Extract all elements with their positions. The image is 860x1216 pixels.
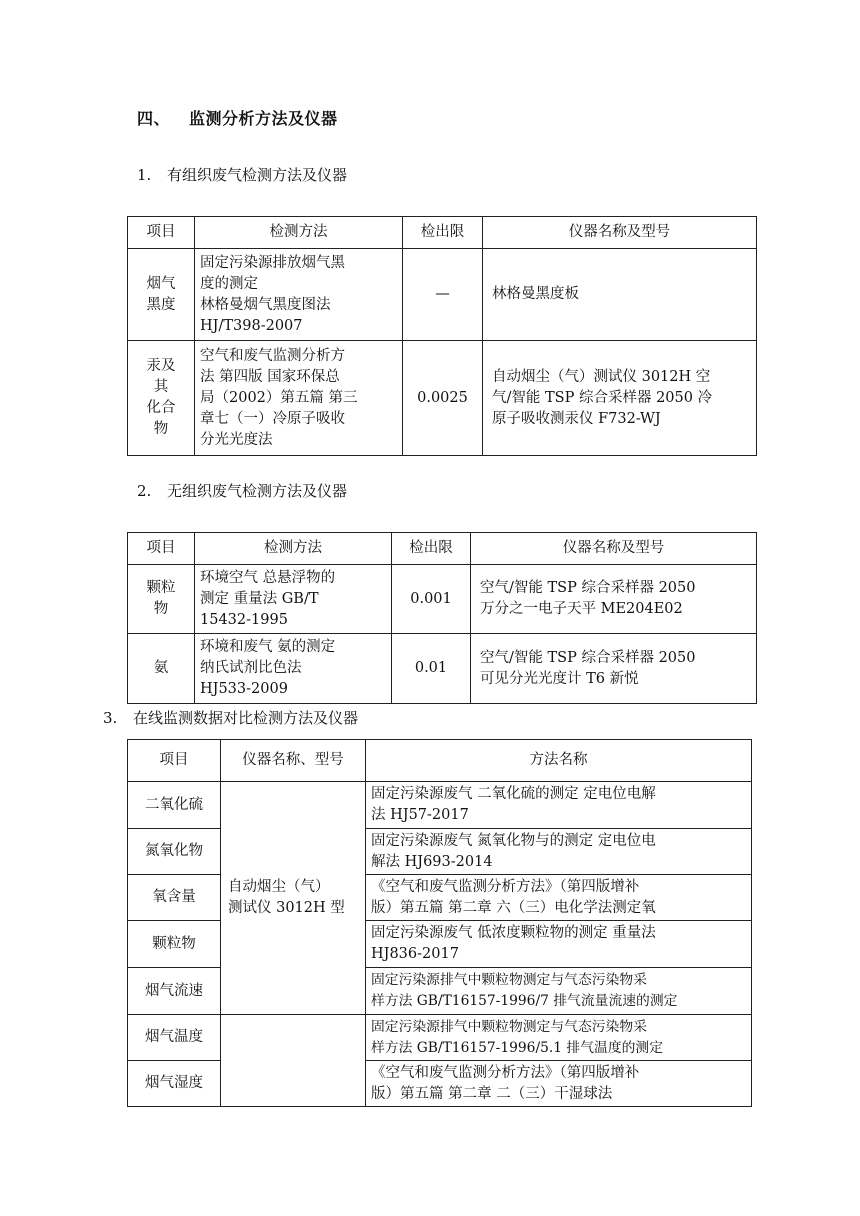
row-instrument: 林格曼黑度板 <box>483 249 757 341</box>
subsection-number: 2. <box>137 482 152 500</box>
header-instrument: 仪器名称及型号 <box>471 533 757 565</box>
table-online-monitoring <box>127 739 752 1107</box>
row-method: 固定污染源废气 氮氧化物与的测定 定电位电 解法 HJ693-2014 <box>366 829 752 875</box>
section-title: 监测分析方法及仪器 <box>189 109 338 128</box>
row-method: 环境和废气 氨的测定 纳氏试剂比色法 HJ533-2009 <box>195 634 392 704</box>
header-limit: 检出限 <box>403 217 483 249</box>
header-method: 检测方法 <box>195 533 392 565</box>
row-item: 颗粒物 <box>128 921 221 968</box>
table-row <box>128 1015 752 1061</box>
row-method: 固定污染源排气中颗粒物测定与气态污染物采 样方法 GB/T16157-1996/7 排气流量流速的测定 <box>366 968 752 1015</box>
table-row <box>128 634 757 704</box>
row-method: 空气和废气监测分析方 法 第四版 国家环保总 局（2002）第五篇 第三 章七（一）冷原子吸收 分光光度法 <box>195 341 403 456</box>
row-method: 固定污染源废气 二氧化硫的测定 定电位电解 法 HJ57-2017 <box>366 782 752 829</box>
header-limit: 检出限 <box>392 533 471 565</box>
row-instrument: 空气/智能 TSP 综合采样器 2050 万分之一电子天平 ME204E02 <box>471 565 757 634</box>
table-row <box>128 565 757 634</box>
row-limit: 0.01 <box>392 634 471 704</box>
subsection-title: 有组织废气检测方法及仪器 <box>167 166 348 184</box>
row-item: 氨 <box>128 634 195 704</box>
header-instrument: 仪器名称及型号 <box>483 217 757 249</box>
table-organized-emission <box>127 216 757 456</box>
row-item: 二氧化硫 <box>128 782 221 829</box>
section-number: 四、 <box>137 109 171 128</box>
instrument-group-cell: 自动烟尘（气） 测试仪 3012H 型 <box>221 782 366 1015</box>
row-method: 《空气和废气监测分析方法》（第四版增补 版）第五篇 第二章 六（三）电化学法测定氧 <box>366 875 752 921</box>
header-item: 项目 <box>128 217 195 249</box>
subsection-title: 在线监测数据对比检测方法及仪器 <box>133 709 359 727</box>
row-item: 烟气 黑度 <box>128 249 195 341</box>
subsection-3-heading <box>103 707 358 728</box>
header-instrument: 仪器名称、型号 <box>221 740 366 782</box>
subsection-2-heading <box>137 480 347 501</box>
row-instrument: 空气/智能 TSP 综合采样器 2050 可见分光光度计 T6 新悦 <box>471 634 757 704</box>
header-method: 检测方法 <box>195 217 403 249</box>
row-item: 氮氧化物 <box>128 829 221 875</box>
row-limit: 0.001 <box>392 565 471 634</box>
header-item: 项目 <box>128 533 195 565</box>
subsection-number: 3. <box>103 709 118 727</box>
row-limit: — <box>403 249 483 341</box>
table-header-row <box>128 533 757 565</box>
instrument-group-empty-cell <box>221 1015 366 1107</box>
row-item: 氧含量 <box>128 875 221 921</box>
subsection-1-heading <box>137 164 347 185</box>
table-row <box>128 341 757 456</box>
row-item: 烟气流速 <box>128 968 221 1015</box>
row-method: 固定污染源排放烟气黑 度的测定 林格曼烟气黑度图法 HJ/T398-2007 <box>195 249 403 341</box>
subsection-title: 无组织废气检测方法及仪器 <box>167 482 348 500</box>
row-item: 颗粒 物 <box>128 565 195 634</box>
section-heading <box>137 106 338 129</box>
table-header-row <box>128 740 752 782</box>
row-limit: 0.0025 <box>403 341 483 456</box>
subsection-number: 1. <box>137 166 152 184</box>
table-header-row <box>128 217 757 249</box>
row-method: 环境空气 总悬浮物的 测定 重量法 GB/T 15432-1995 <box>195 565 392 634</box>
header-item: 项目 <box>128 740 221 782</box>
table-unorganized-emission <box>127 532 757 704</box>
row-method: 固定污染源废气 低浓度颗粒物的测定 重量法 HJ836-2017 <box>366 921 752 968</box>
row-item: 烟气湿度 <box>128 1061 221 1107</box>
row-instrument: 自动烟尘（气）测试仪 3012H 空 气/智能 TSP 综合采样器 2050 冷 原子吸收测汞仪 F732-WJ <box>483 341 757 456</box>
table-row <box>128 249 757 341</box>
row-method: 《空气和废气监测分析方法》（第四版增补 版）第五篇 第二章 二（三）干湿球法 <box>366 1061 752 1107</box>
row-item: 烟气温度 <box>128 1015 221 1061</box>
row-method: 固定污染源排气中颗粒物测定与气态污染物采 样方法 GB/T16157-1996/5.1 排气温度的测定 <box>366 1015 752 1061</box>
header-method: 方法名称 <box>366 740 752 782</box>
table-row <box>128 782 752 829</box>
row-item: 汞及 其 化合 物 <box>128 341 195 456</box>
